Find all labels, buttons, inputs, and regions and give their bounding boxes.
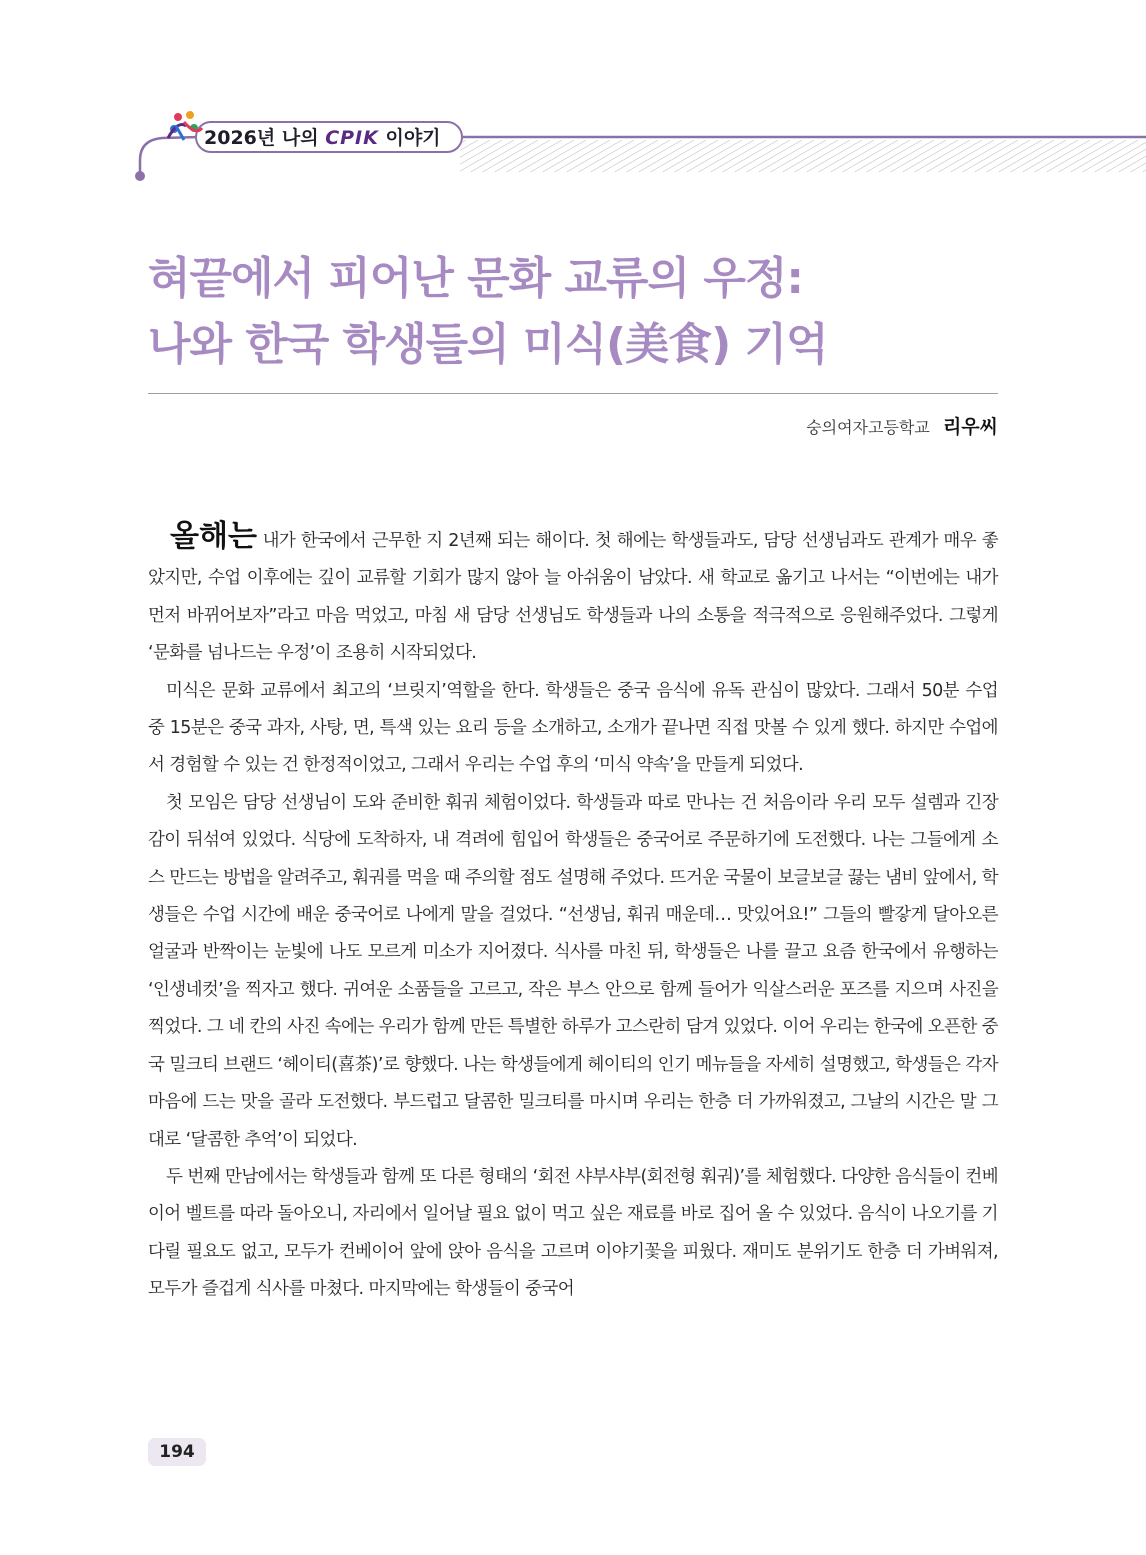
series-prefix: 2026년 나의 (204, 127, 326, 149)
paragraph-2: 미식은 문화 교류에서 최고의 ‘브릿지’역할을 한다. 학생들은 중국 음식에 유독 관심이 많았다. 그래서 50분 수업 중 15분은 중국 과자, 사탕, 면, 특색 있는 요리 등을 소개하고, 소개가 끝나면 직접 맛볼 수 있게 했다. 하지만 수업에서 경험할 수 있는 건 한정적이었고, 그래서 우리는 수업 후의 ‘미식 약속’을 만들게 되었다. (148, 680, 998, 776)
article-title-line1: 혀끝에서 피어난 문화 교류의 우정: (148, 253, 803, 304)
byline (806, 412, 998, 439)
series-brand: CPIK (325, 127, 379, 149)
paragraph-4: 두 번째 만남에서는 학생들과 함께 또 다른 형태의 ‘회전 샤부샤부(회전형 훠궈)’를 체험했다. 다양한 음식들이 컨베이어 벨트를 따라 돌아오니, 자리에서 일어날 필요 없이 먹고 싶은 재료를 바로 집어 올 수 있었다. 음식이 나오기를 기다릴 필요도 없고, 모두가 컨베이어 앞에 앉아 음식을 고르며 이야기꽃을 피웠다. 재미도 분위기도 한층 더 가벼워져, 모두가 즐겁게 식사를 마쳤다. 마지막에는 학생들이 중국어 (148, 1166, 998, 1300)
paragraph-3: 첫 모임은 담당 선생님이 도와 준비한 훠궈 체험이었다. 학생들과 따로 만나는 건 처음이라 우리 모두 설렘과 긴장감이 뒤섞여 있었다. 식당에 도착하자, 내 격려에 힘입어 학생들은 중국어로 주문하기에 도전했다. 나는 그들에게 소스 만드는 방법을 알려주고, 훠궈를 먹을 때 주의할 점도 설명해 주었다. 뜨거운 국물이 보글보글 끓는 냄비 앞에서, 학생들은 수업 시간에 배운 중국어로 나에게 말을 걸었다. “선생님, 훠궈 매운데… 맛있어요!” 그들의 빨갛게 달아오른 얼굴과 반짝이는 눈빛에 나도 모르게 미소가 지어졌다. 식사를 마친 뒤, 학생들은 나를 끌고 요즘 한국에서 유행하는 ‘인생네컷’을 찍자고 했다. 귀여운 소품들을 고르고, 작은 부스 안으로 함께 들어가 익살스러운 포즈를 지으며 사진을 찍었다. 그 네 칸의 사진 속에는 우리가 함께 만든 특별한 하루가 고스란히 담겨 있었다. 이어 우리는 한국에 오픈한 중국 밀크티 브랜드 ‘헤이티(喜茶)’로 향했다. 나는 학생들에게 헤이티의 인기 메뉴들을 자세히 설명했고, 학생들은 각자 마음에 드는 맛을 골라 도전했다. 부드럽고 달콤한 밀크티를 마시며 우리는 한층 더 가까워졌고, 그날의 시간은 말 그대로 ‘달콤한 추억’이 되었다. (148, 792, 998, 1150)
article-body (148, 518, 998, 1309)
header-hatch-band (460, 140, 1146, 172)
header-line-dot (135, 171, 145, 181)
author-name: 리우씨 (942, 416, 998, 438)
header-decoration (0, 0, 1146, 200)
series-suffix: 이야기 (378, 127, 441, 149)
author-school: 숭의여자고등학교 (806, 418, 930, 437)
paragraph-1 (148, 518, 998, 673)
article-title (148, 246, 1008, 378)
article-title-line2: 나와 한국 학생들의 미식(美食) 기억 (148, 319, 828, 370)
page-number: 194 (148, 1438, 206, 1466)
series-label (204, 123, 441, 150)
title-divider (148, 393, 998, 394)
dropcap-word: 올해는 (170, 519, 257, 554)
header-band (0, 0, 1146, 200)
paragraph-1-text: 내가 한국에서 근무한 지 2년째 되는 해이다. 첫 해에는 학생들과도, 담당 선생님과도 관계가 매우 좋았지만, 수업 이후에는 깊이 교류할 기회가 많지 않아 늘 아쉬움이 남았다. 새 학교로 옮기고 나서는 “이번에는 내가 먼저 바뀌어보자”라고 마음 먹었고, 마침 새 담당 선생님도 학생들과 나의 소통을 적극적으로 응원해주었다. 그렇게 ‘문화를 넘나드는 우정’이 조용히 시작되었다. (148, 531, 998, 664)
